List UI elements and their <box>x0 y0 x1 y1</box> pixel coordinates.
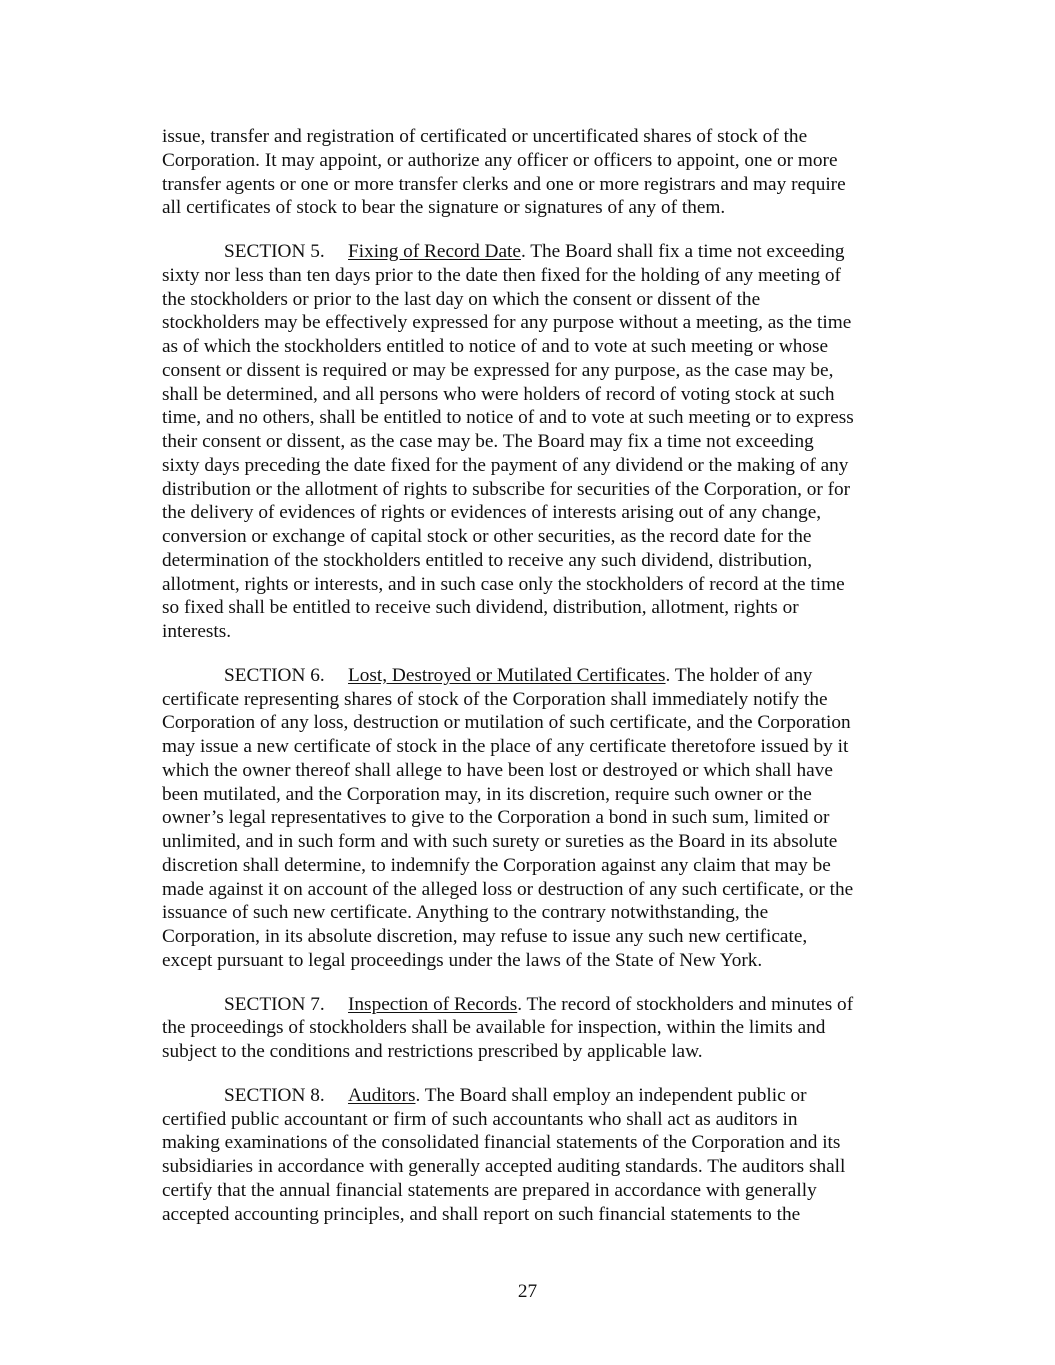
text-line: determination of the stockholders entitled to receive any such dividend, distribution, <box>162 549 813 571</box>
text-line: the delivery of evidences of rights or evidences of interests arising out of any change, <box>162 502 822 524</box>
section-heading: Inspection of Records <box>348 993 518 1015</box>
text-line: issuance of such new certificate. Anything to the contrary notwithstanding, the <box>162 902 769 924</box>
text-line: consent or dissent is required or may be expressed for any purpose, as the case may be, <box>162 359 834 381</box>
text-line: certify that the annual financial statements are prepared in accordance with generally <box>162 1179 817 1201</box>
section-7-paragraph <box>162 993 906 1064</box>
section-label: SECTION 7. <box>224 993 325 1015</box>
text-line: subject to the conditions and restrictions prescribed by applicable law. <box>162 1041 703 1062</box>
text-line: accepted accounting principles, and shall report on such financial statements to the <box>162 1203 801 1225</box>
section-first-line <box>162 993 906 1017</box>
section-first-line-text: . The record of stockholders and minutes of <box>517 993 854 1015</box>
text-line: discretion shall determine, to indemnify the Corporation against any claim that may be <box>162 854 831 876</box>
text-line: except pursuant to legal proceedings under the laws of the State of New York. <box>162 949 763 971</box>
text-line: distribution or the allotment of rights to subscribe for securities of the Corporation, or for <box>162 478 851 500</box>
text-line: Corporation of any loss, destruction or mutilation of such certificate, and the Corporation <box>162 712 851 734</box>
section-6-paragraph <box>162 664 906 973</box>
text-line: time, and no others, shall be entitled to notice of and to vote at such meeting or to express <box>162 407 854 429</box>
section-heading: Auditors <box>348 1084 416 1106</box>
section-8-paragraph <box>162 1084 906 1227</box>
section-5-paragraph <box>162 240 906 644</box>
section-first-line-text: . The holder of any <box>665 664 813 686</box>
text-line: their consent or dissent, as the case may be. The Board may fix a time not exceeding <box>162 431 814 452</box>
text-line: certified public accountant or firm of such accountants who shall act as auditors in <box>162 1108 798 1130</box>
text-line: unlimited, and in such form and with such surety or sureties as the Board in its absolute <box>162 831 838 852</box>
text-line: shall be determined, and all persons who were holders of record of voting stock at such <box>162 383 835 405</box>
text-line: owner’s legal representatives to give to the Corporation a bond in such sum, limited or <box>162 807 830 829</box>
section-label: SECTION 5. <box>224 241 325 262</box>
text-line: so fixed shall be entitled to receive such dividend, distribution, allotment, rights or <box>162 597 799 619</box>
section-heading: Lost, Destroyed or Mutilated Certificates <box>348 664 666 686</box>
section-first-line <box>162 1084 906 1108</box>
text-line: all certificates of stock to bear the signature or signatures of any of them. <box>162 197 726 219</box>
section-first-line-text: . The Board shall fix a time not exceeding <box>520 241 845 262</box>
text-line: sixty nor less than ten days prior to the date then fixed for the holding of any meeting of <box>162 264 841 286</box>
section-label: SECTION 6. <box>224 664 325 686</box>
text-line: transfer agents or one or more transfer clerks and one or more registrars and may require <box>162 173 846 195</box>
section-first-line <box>162 664 906 688</box>
text-line: Corporation, in its absolute discretion, may refuse to issue any such new certificate, <box>162 926 808 947</box>
text-line: the proceedings of stockholders shall be available for inspection, within the limits and <box>162 1017 826 1039</box>
page-number: 27 <box>517 1281 538 1302</box>
section-heading: Fixing of Record Date <box>348 241 521 262</box>
text-line: been mutilated, and the Corporation may, in its discretion, require such owner or the <box>162 783 812 805</box>
text-line: making examinations of the consolidated financial statements of the Corporation and its <box>162 1132 841 1154</box>
text-line: sixty days preceding the date fixed for the payment of any dividend or the making of any <box>162 454 849 476</box>
text-line: which the owner thereof shall allege to have been lost or destroyed or which shall have <box>162 759 833 781</box>
text-line: subsidiaries in accordance with generally accepted auditing standards. The auditors shall <box>162 1156 846 1177</box>
text-line: stockholders may be effectively expressed for any purpose without a meeting, as the time <box>162 312 852 334</box>
text-line: issue, transfer and registration of certificated or uncertificated shares of stock of the <box>162 126 808 147</box>
carryover-paragraph <box>162 125 906 220</box>
text-line: made against it on account of the alleged loss or destruction of any such certificate, or the <box>162 878 854 900</box>
document-page <box>162 125 906 1246</box>
text-line: may issue a new certificate of stock in the place of any certificate theretofore issued by it <box>162 736 849 757</box>
text-line: interests. <box>162 621 232 642</box>
section-label: SECTION 8. <box>224 1084 325 1106</box>
text-line: as of which the stockholders entitled to notice of and to vote at such meeting or whose <box>162 336 829 357</box>
text-line: Corporation. It may appoint, or authorize any officer or officers to appoint, one or more <box>162 149 838 171</box>
text-line: allotment, rights or interests, and in such case only the stockholders of record at the time <box>162 573 845 595</box>
text-line: the stockholders or prior to the last day on which the consent or dissent of the <box>162 288 761 310</box>
section-first-line <box>162 240 906 264</box>
text-line: conversion or exchange of capital stock or other securities, as the record date for the <box>162 526 812 547</box>
section-first-line-text: . The Board shall employ an independent public or <box>415 1084 807 1106</box>
text-line: certificate representing shares of stock of the Corporation shall immediately notify the <box>162 688 828 710</box>
